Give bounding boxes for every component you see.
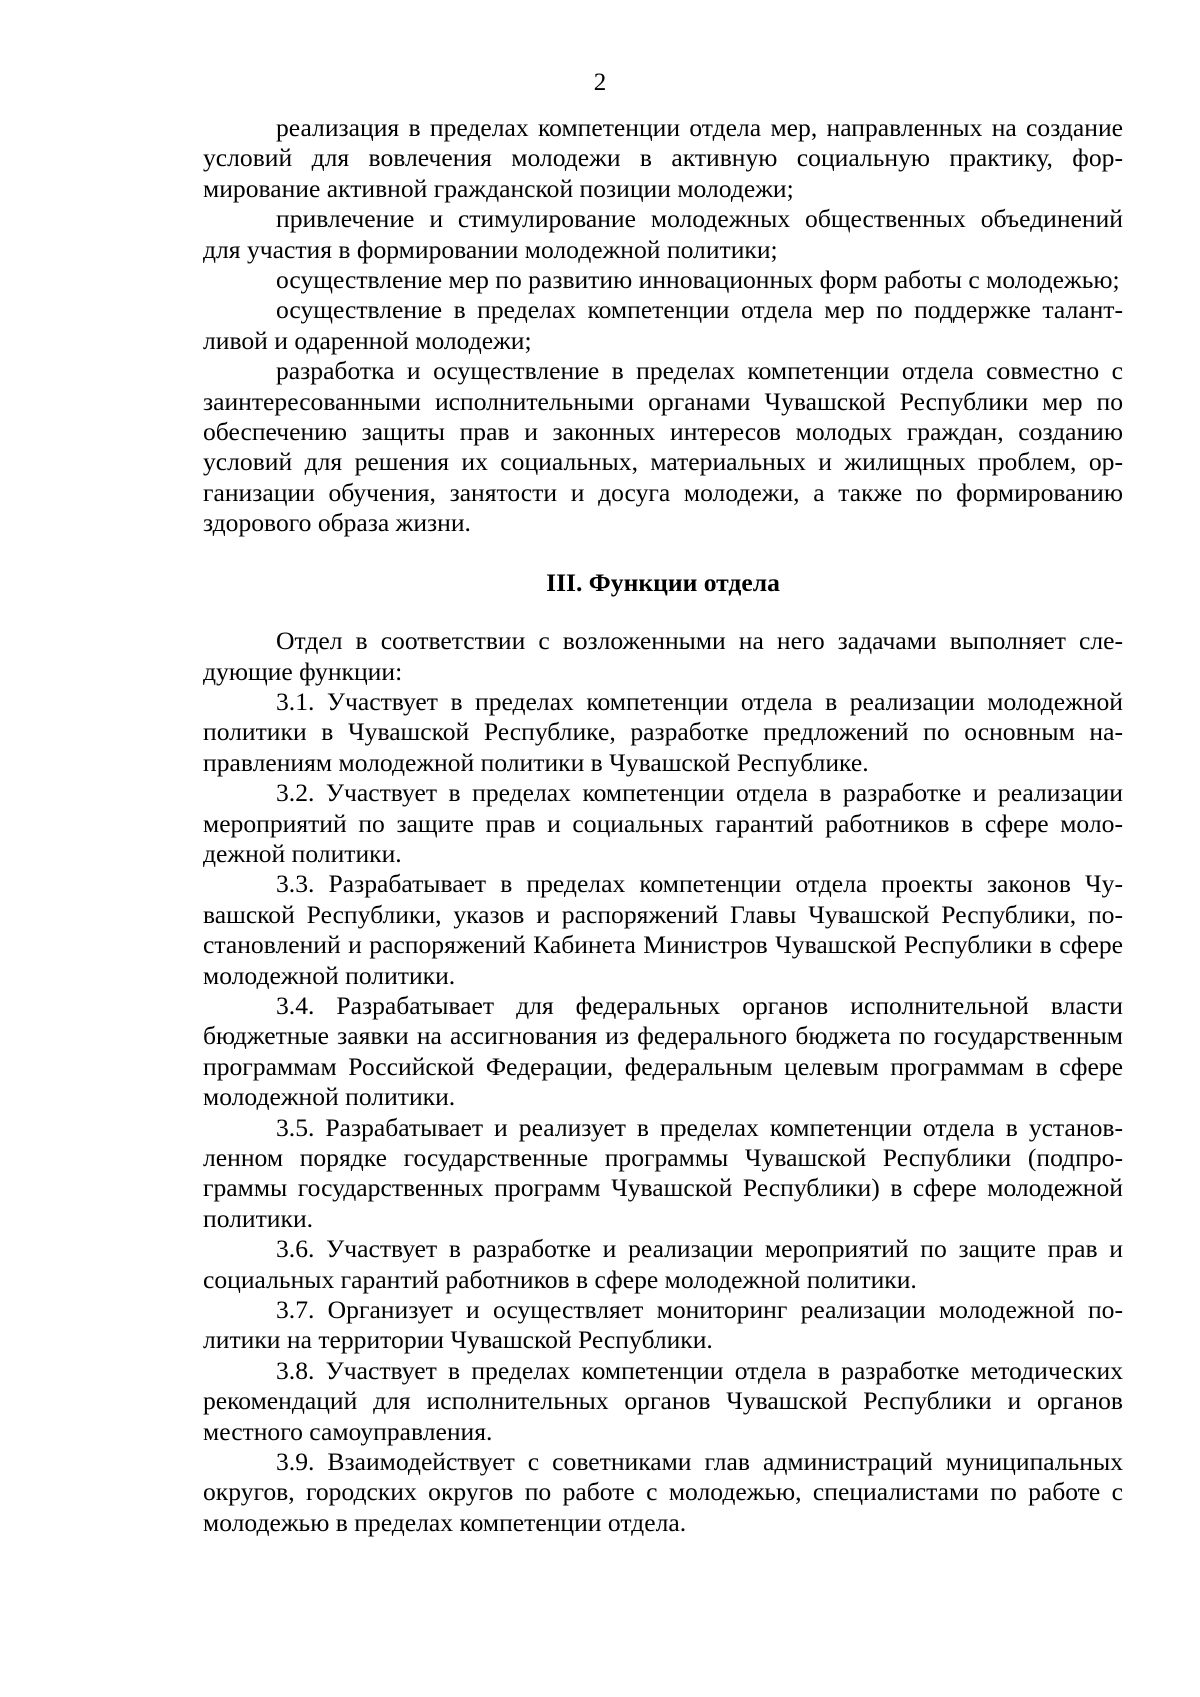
paragraph: разработка и осуществление в пределах компетенции отдела совместно с заинтересованными исполнительными органами Чувашской Республики мер по обеспечению защиты прав и законных интересов молодых граждан, созданию условий для решения их социальных, материальных и жилищных проблем, организации обучения, занятости и досуга молодежи, а также по формированию здорового образа жизни. (203, 356, 1123, 538)
list-item: 3.9. Взаимодействует с советниками глав администраций муниципальных округов, городских округов по работе с молодежью, специалистами по работе с молодежью в пределах компетенции отдела. (203, 1447, 1123, 1537)
paragraph: осуществление мер по развитию инновационных форм работы с молодежью; (276, 265, 1120, 295)
list-item: 3.7. Организует и осуществляет мониторинг реализации молодежной политики на территории Чувашской Республики. (203, 1295, 1123, 1355)
list-item: 3.1. Участвует в пределах компетенции отдела в реализации молодежной политики в Чувашской Республике, разработке предложений по основным направлениям молодежной политики в Чувашской Республике. (203, 686, 1123, 777)
list-item: 3.6. Участвует в разработке и реализации мероприятий по защите прав и социальных гарантий работников в сфере молодежной политики. (203, 1234, 1123, 1294)
list-item: 3.8. Участвует в пределах компетенции отдела в разработке методических рекомендаций для исполнительных органов Чувашской Республики и органов местного самоуправления. (203, 1355, 1123, 1446)
list-item: 3.3. Разрабатывает в пределах компетенции отдела проекты законов Чувашской Республики, указов и распоряжений Главы Чувашской Республики, постановлений и распоряжений Кабинета Министров Чувашской Республики в сфере молодежной политики. (203, 869, 1123, 990)
page-number: 2 (593, 69, 607, 96)
section-heading: III. Функции отдела (546, 567, 780, 597)
paragraph: реализация в пределах компетенции отдела мер, направленных на создание условий для вовлечения молодежи в активную социальную практику, формирование активной гражданской позиции молодежи; (203, 113, 1123, 203)
list-item: 3.5. Разрабатывает и реализует в пределах компетенции отдела в установленном порядке государственные программы Чувашской Республики (подпрограммы государственных программ Чувашской Республики) в сфере молодежной политики. (203, 1112, 1123, 1233)
paragraph: Отдел в соответствии с возложенными на него задачами выполняет следующие функции: (203, 626, 1123, 686)
paragraph: осуществление в пределах компетенции отдела мер по поддержке талантливой и одаренной молодежи; (203, 295, 1123, 355)
document-body (203, 113, 1123, 1538)
paragraph: привлечение и стимулирование молодежных общественных объединений для участия в формировании молодежной политики; (203, 204, 1123, 264)
list-item: 3.2. Участвует в пределах компетенции отдела в разработке и реализации мероприятий по защите прав и социальных гарантий работников в сфере молодежной политики. (203, 778, 1123, 868)
list-item: 3.4. Разрабатывает для федеральных органов исполнительной власти бюджетные заявки на ассигнования из федерального бюджета по государственным программам Российской Федерации, федеральным целевым программам в сфере молодежной политики. (203, 990, 1123, 1112)
